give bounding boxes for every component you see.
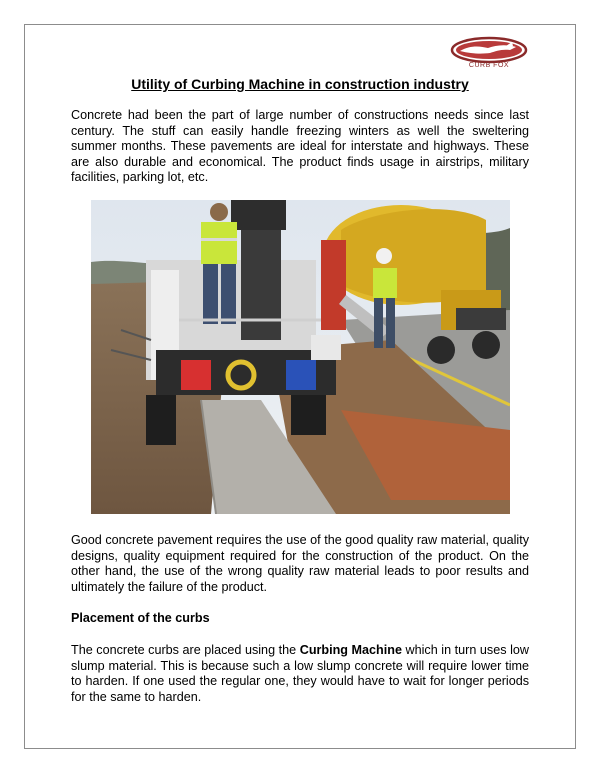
intro-paragraph: Concrete had been the part of large number of constructions needs since last century. The stuff can easily handle freezing winters as well the sweltering summer months. These pavements are ideal for interstate and highways. These are also durable and economical. The product finds usage in airstrips, military facilities, parking lot, etc. [71, 108, 529, 184]
section-heading-placement: Placement of the curbs [71, 611, 210, 625]
logo-wordmark: CURB FOX [468, 62, 510, 69]
placement-text-after: which in turn uses low slump material. This is because such a low slump concrete will require lower time to harden. If one used the regular one, they would have to wait for longer periods for the same to harden. [71, 643, 530, 704]
curb-fox-logo [450, 36, 528, 76]
page-title: Utility of Curbing Machine in construction industry [131, 76, 469, 92]
curbing-machine-term: Curbing Machine [299, 643, 402, 657]
placement-paragraph [71, 643, 529, 705]
quality-paragraph: Good concrete pavement requires the use of the good quality raw material, quality designs, quality equipment required for the construction of the product. On the other hand, the use of the wrong quality raw material leads to poor results and ultimately the failure of the product. [71, 533, 529, 594]
placement-text-before: The concrete curbs are placed using the [71, 643, 300, 657]
curbing-machine-photo [91, 200, 510, 514]
